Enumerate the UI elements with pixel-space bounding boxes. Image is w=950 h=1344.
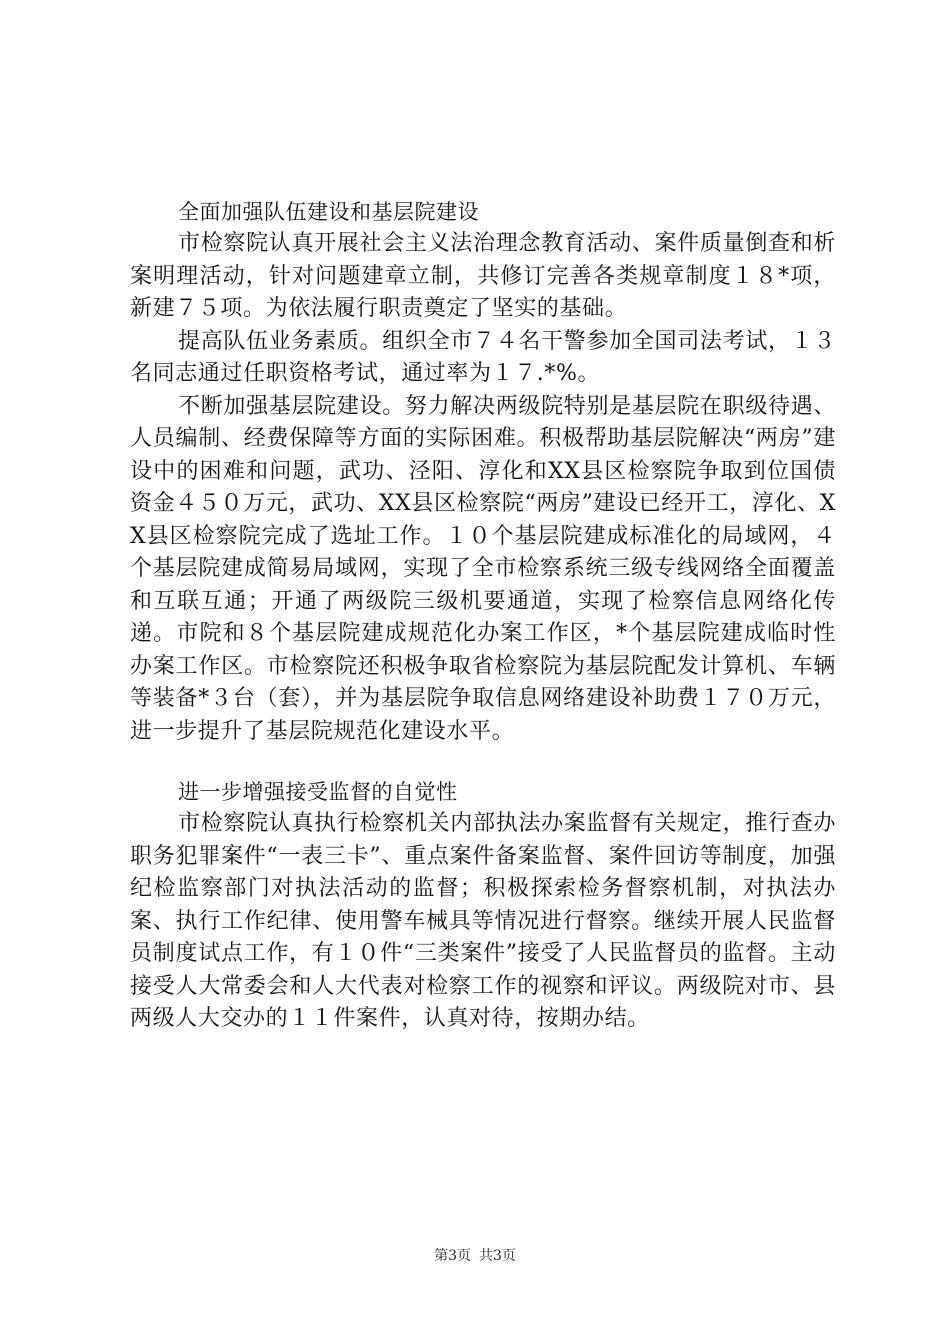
document-body	[130, 196, 836, 1036]
page-number: 第3页	[434, 1248, 471, 1264]
page-footer	[0, 1247, 950, 1265]
paragraph: 不断加强基层院建设。努力解决两级院特别是基层院在职级待遇、人员编制、经费保障等方面的实际困难。积极帮助基层院解决“两房”建设中的困难和问题，武功、泾阳、淳化和XX县区检察院争取到位国债资金４５０万元，武功、XX县区检察院“两房”建设已经开工，淳化、XX县区检察院完成了选址工作。１０个基层院建成标准化的局域网，４个基层院建成简易局域网，实现了全市检察系统三级专线网络全面覆盖和互联互通；开通了两级院三级机要通道，实现了检察信息网络化传递。市院和８个基层院建成规范化办案工作区，*个基层院建成临时性办案工作区。市检察院还积极争取省检察院为基层院配发计算机、车辆等装备*３台（套），并为基层院争取信息网络建设补助费１７０万元，进一步提升了基层院规范化建设水平。	[130, 393, 836, 744]
paragraph: 提高队伍业务素质。组织全市７４名干警参加全国司法考试，１３名同志通过任职资格考试，通过率为１７.*%。	[130, 328, 836, 386]
section-supervision	[130, 776, 836, 1036]
paragraph: 市检察院认真执行检察机关内部执法办案监督有关规定，推行查办职务犯罪案件“一表三卡”、重点案件备案监督、案件回访等制度，加强纪检监察部门对执法活动的监督；积极探索检务督察机制，对执法办案、执行工作纪律、使用警车械具等情况进行督察。继续开展人民监督员制度试点工作，有１０件“三类案件”接受了人民监督员的监督。主动接受人大常委会和人大代表对检察工作的视察和评议。两级院对市、县两级人大交办的１１件案件，认真对待，按期办结。	[130, 811, 836, 1031]
paragraph: 市检察院认真开展社会主义法治理念教育活动、案件质量倒查和析案明理活动，针对问题建章立制，共修订完善各类规章制度１８*项，新建７５项。为依法履行职责奠定了坚实的基础。	[130, 231, 836, 321]
section-heading: 全面加强队伍建设和基层院建设	[178, 200, 479, 224]
page-total: 共3页	[479, 1248, 516, 1264]
section-spacer	[130, 748, 836, 776]
section-team-building	[130, 196, 836, 748]
section-heading: 进一步增强接受监督的自觉性	[178, 780, 458, 804]
